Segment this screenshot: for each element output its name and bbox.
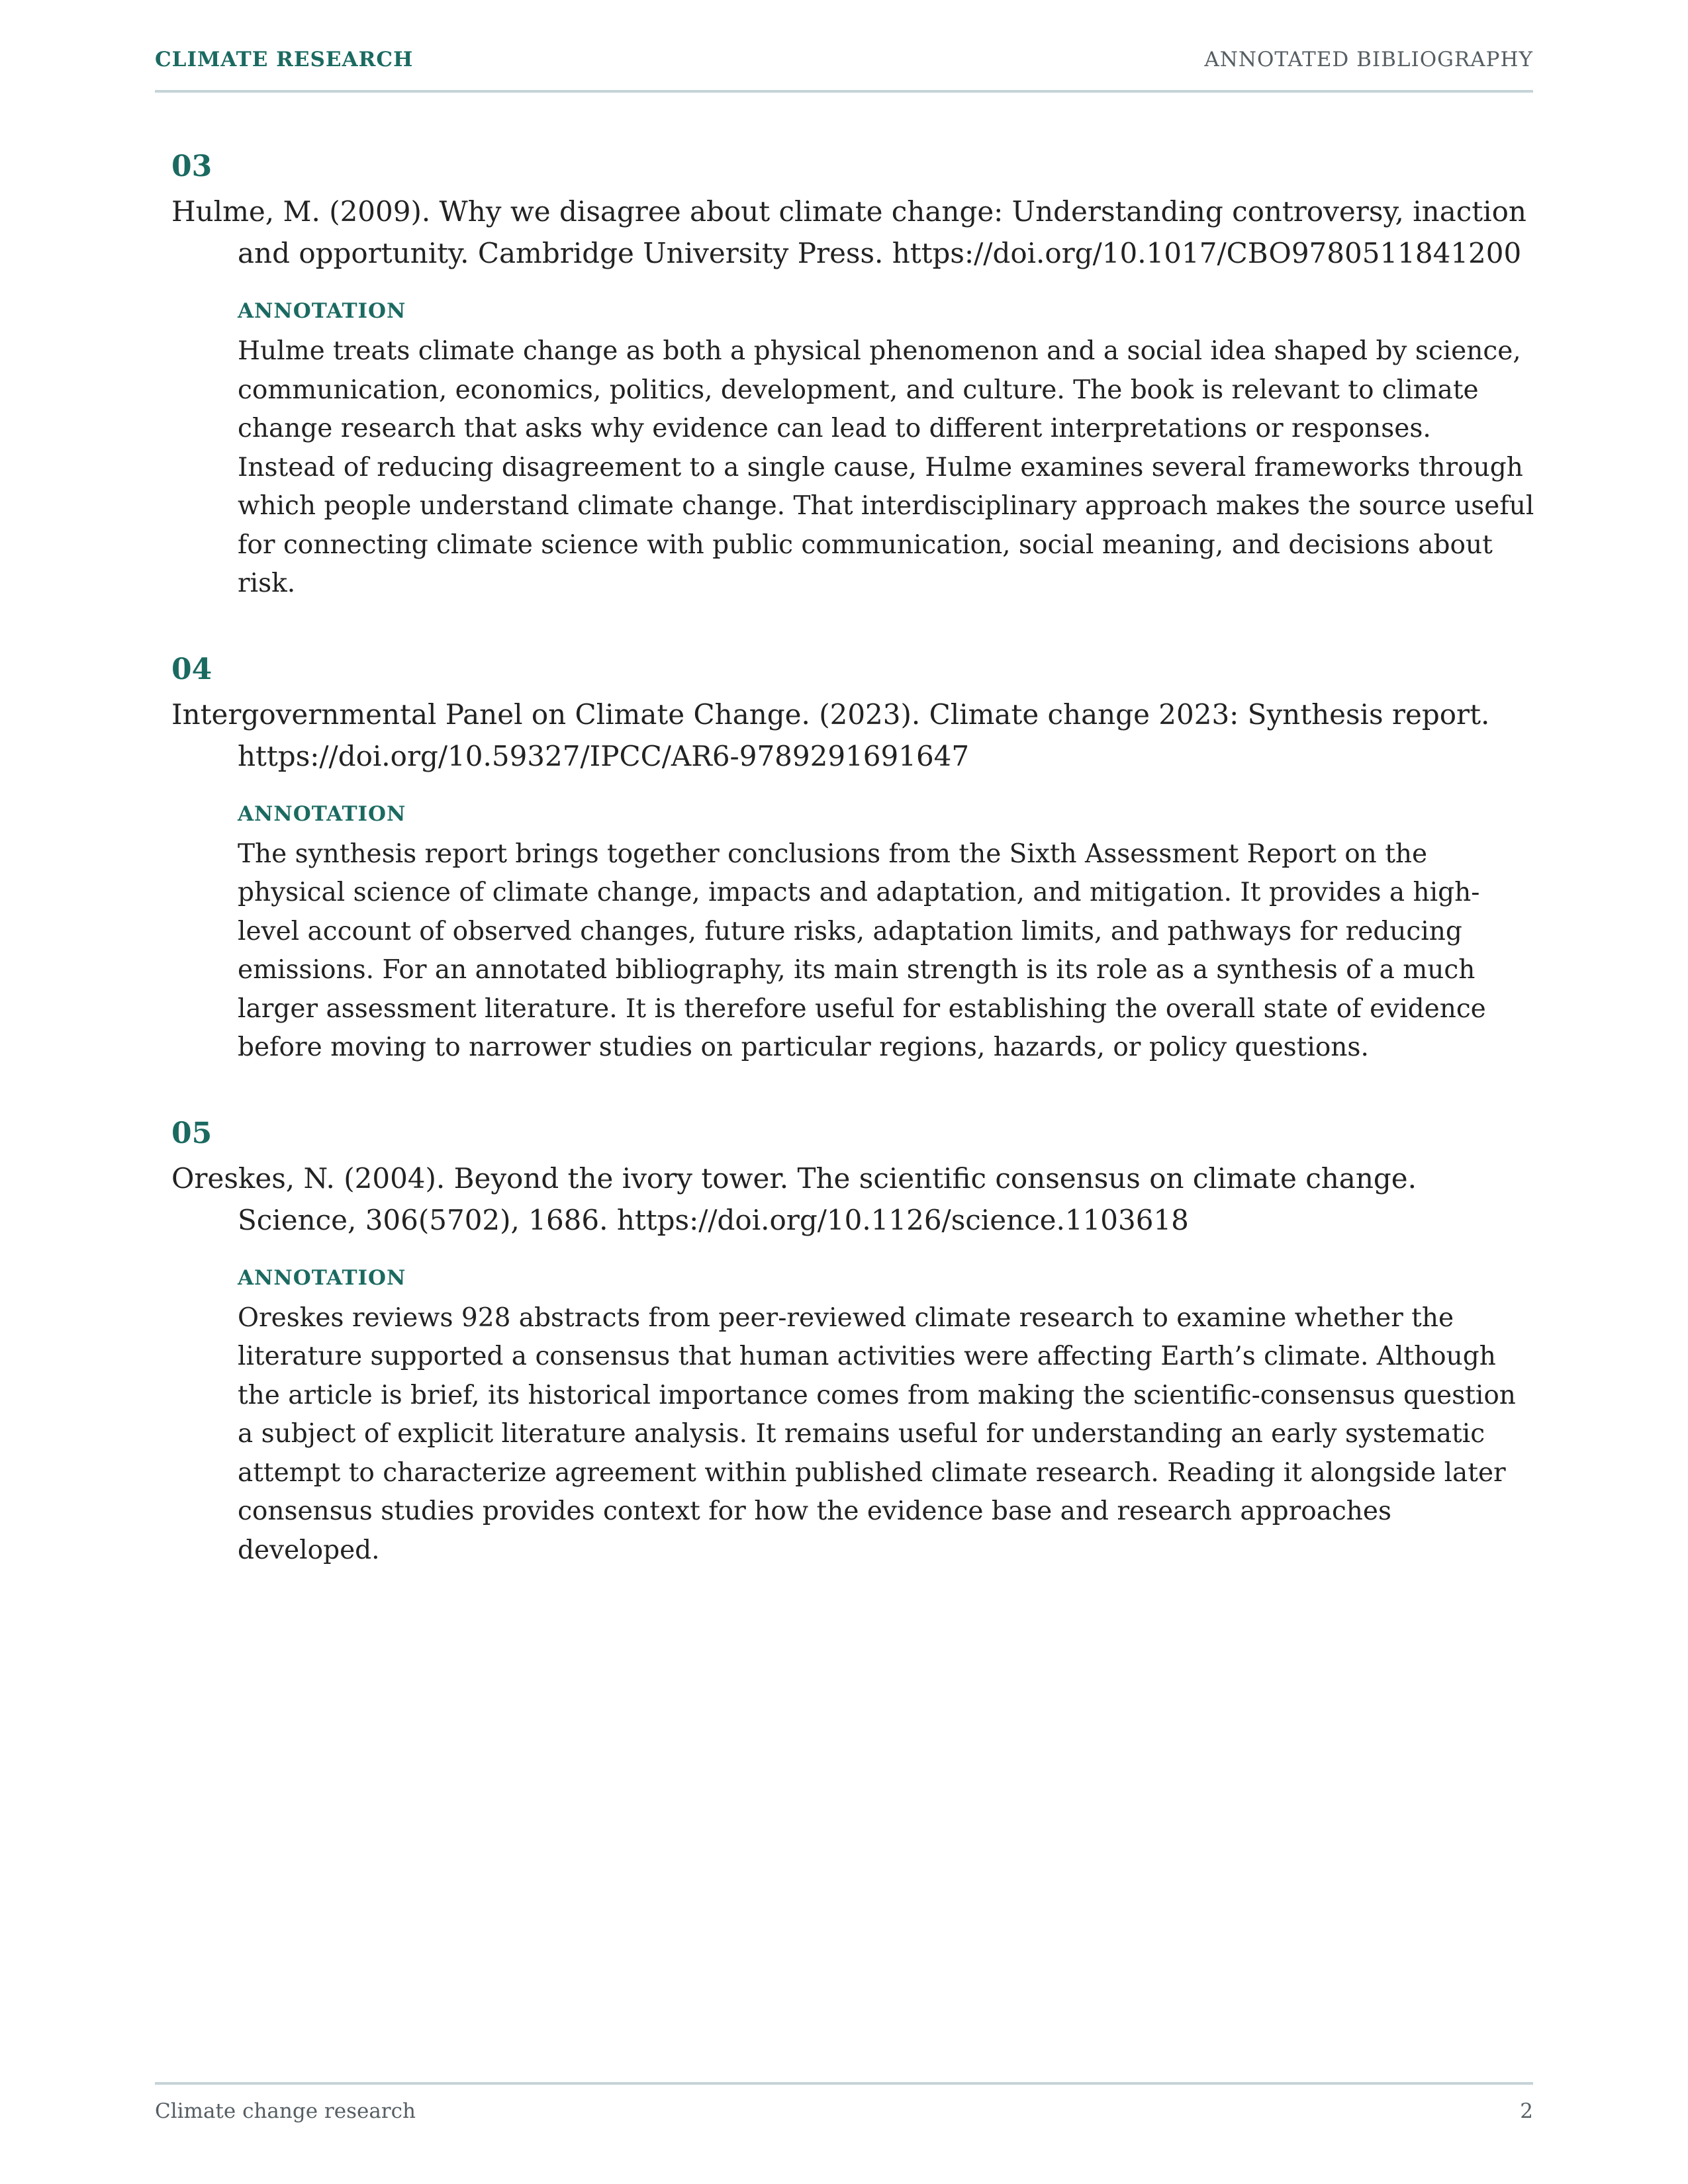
footer-title: Climate change research xyxy=(155,2099,416,2123)
document-type-label: ANNOTATED BIBLIOGRAPHY xyxy=(1204,48,1533,71)
bibliography-entry xyxy=(171,148,1535,604)
bibliography-entry xyxy=(171,1115,1535,1570)
bibliography-entry xyxy=(171,651,1535,1068)
page-number: 2 xyxy=(1520,2099,1533,2123)
running-title: CLIMATE RESEARCH xyxy=(155,48,414,71)
annotation-label: ANNOTATION xyxy=(238,1265,406,1290)
citation: Intergovernmental Panel on Climate Change. (2023). Climate change 2023: Synthesis report. https://doi.org/10.59327/IPCC/AR6-9789291691647 xyxy=(171,698,1490,772)
annotation-block xyxy=(238,1265,1535,1570)
annotation-text: Hulme treats climate change as both a physical phenomenon and a social idea shaped by science, communication, economics, politics, development, and culture. The book is relevant to climate change research that asks why evidence can lead to different interpretations or responses. Instead of reducing disagreement to a single cause, Hulme examines several frameworks through which people understand climate change. That interdisciplinary approach makes the source useful for connecting climate science with public communication, social meaning, and decisions about risk. xyxy=(238,336,1534,598)
entry-number: 03 xyxy=(171,150,212,183)
entry-number: 04 xyxy=(171,652,212,686)
annotation-label: ANNOTATION xyxy=(238,299,406,323)
annotation-block xyxy=(238,298,1535,604)
annotation-text: Oreskes reviews 928 abstracts from peer-reviewed climate research to examine whether the literature supported a consensus that human activities were affecting Earth’s climate. Although the article is brief, its historical importance comes from making the scientific-consensus question a subject of explicit literature analysis. It remains useful for understanding an early systematic attempt to characterize agreement within published climate research. Reading it alongside later consensus studies provides context for how the evidence base and research approaches developed. xyxy=(238,1302,1516,1565)
annotation-block xyxy=(238,801,1535,1068)
page-footer xyxy=(155,2082,1533,2128)
entry-number: 05 xyxy=(171,1116,212,1150)
annotation-text: The synthesis report brings together conclusions from the Sixth Assessment Report on the physical science of climate change, impacts and adaptation, and mitigation. It provides a high-level account of observed changes, future risks, adaptation limits, and pathways for reducing emissions. For an annotated bibliography, its main strength is its role as a synthesis of a much larger assessment literature. It is therefore useful for establishing the overall state of evidence before moving to narrower studies on particular regions, hazards, or policy questions. xyxy=(238,839,1486,1062)
page-header xyxy=(155,40,1533,93)
annotation-label: ANNOTATION xyxy=(238,801,406,826)
citation: Hulme, M. (2009). Why we disagree about climate change: Understanding controversy, inaction and opportunity. Cambridge University Press. https://doi.org/10.1017/CBO9780511841200 xyxy=(171,195,1526,269)
bibliography-entries xyxy=(171,148,1535,1617)
citation: Oreskes, N. (2004). Beyond the ivory tower. The scientific consensus on climate change. Science, 306(5702), 1686. https://doi.org/10.1126/science.1103618 xyxy=(171,1161,1417,1236)
